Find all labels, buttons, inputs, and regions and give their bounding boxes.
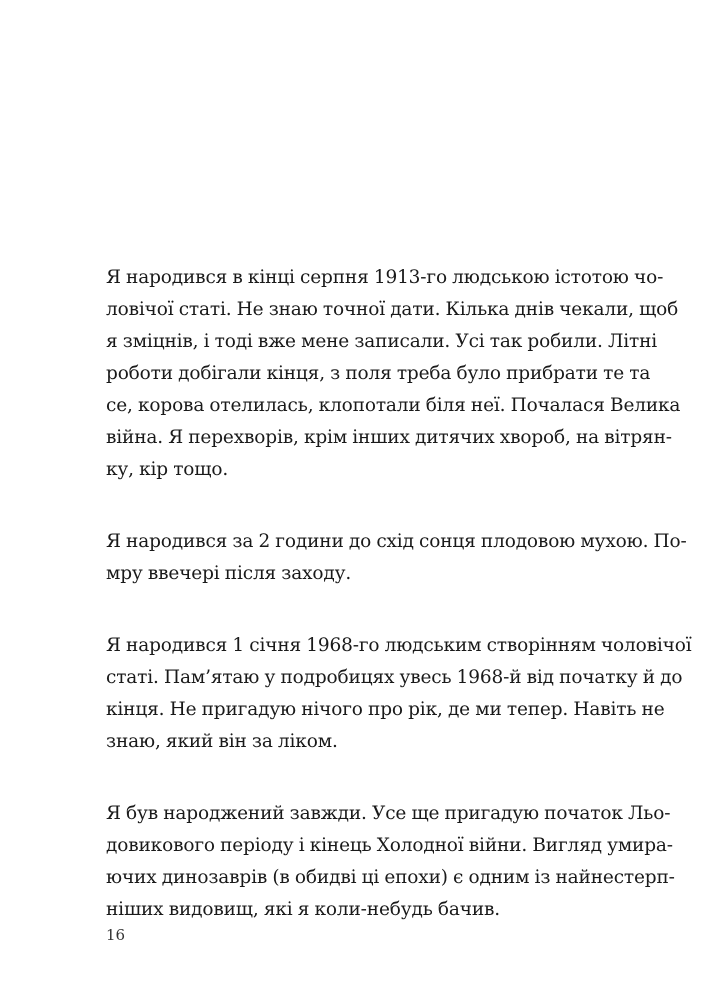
body-text: [106, 262, 692, 966]
paragraph-2: [106, 526, 687, 590]
text-line: Я народився за 2 години до схід сонця плодовою мухою. По-: [106, 531, 687, 552]
text-line: кінця. Не пригадую нічого про рік, де ми тепер. Навіть не: [106, 699, 665, 720]
text-line: мру ввечері після заходу.: [106, 563, 352, 584]
text-line: статі. Пам’ятаю у подробицях увесь 1968-й від початку й до: [106, 667, 683, 688]
text-line: ючих динозаврів (в обидві ці епохи) є одним із найнестерп-: [106, 867, 675, 888]
page-number: 16: [106, 926, 126, 944]
paragraph-1: [106, 262, 681, 486]
text-line: ловічої статі. Не знаю точної дати. Кілька днів чекали, щоб: [106, 299, 679, 320]
text-line: Я народився 1 січня 1968-го людським створінням чоловічої: [106, 635, 692, 656]
text-line: ку, кір тощо.: [106, 459, 229, 480]
text-line: я зміцнів, і тоді вже мене записали. Усі так робили. Літні: [106, 331, 658, 352]
text-line: довикового періоду і кінець Холодної війни. Вигляд умира-: [106, 835, 673, 856]
text-line: знаю, який він за ліком.: [106, 731, 338, 752]
text-line: ніших видовищ, які я коли-небудь бачив.: [106, 899, 501, 920]
text-line: Я народився в кінці серпня 1913-го людською істотою чо-: [106, 267, 664, 288]
text-line: роботи добігали кінця, з поля треба було прибрати те та: [106, 363, 651, 384]
paragraph-4: [106, 798, 675, 926]
paragraph-3: [106, 630, 692, 758]
text-line: се, корова отелилась, клопотали біля неї. Почалася Велика: [106, 395, 681, 416]
text-line: Я був народжений завжди. Усе ще пригадую початок Льо-: [106, 803, 671, 824]
text-line: війна. Я перехворів, крім інших дитячих хвороб, на вітрян-: [106, 427, 672, 448]
